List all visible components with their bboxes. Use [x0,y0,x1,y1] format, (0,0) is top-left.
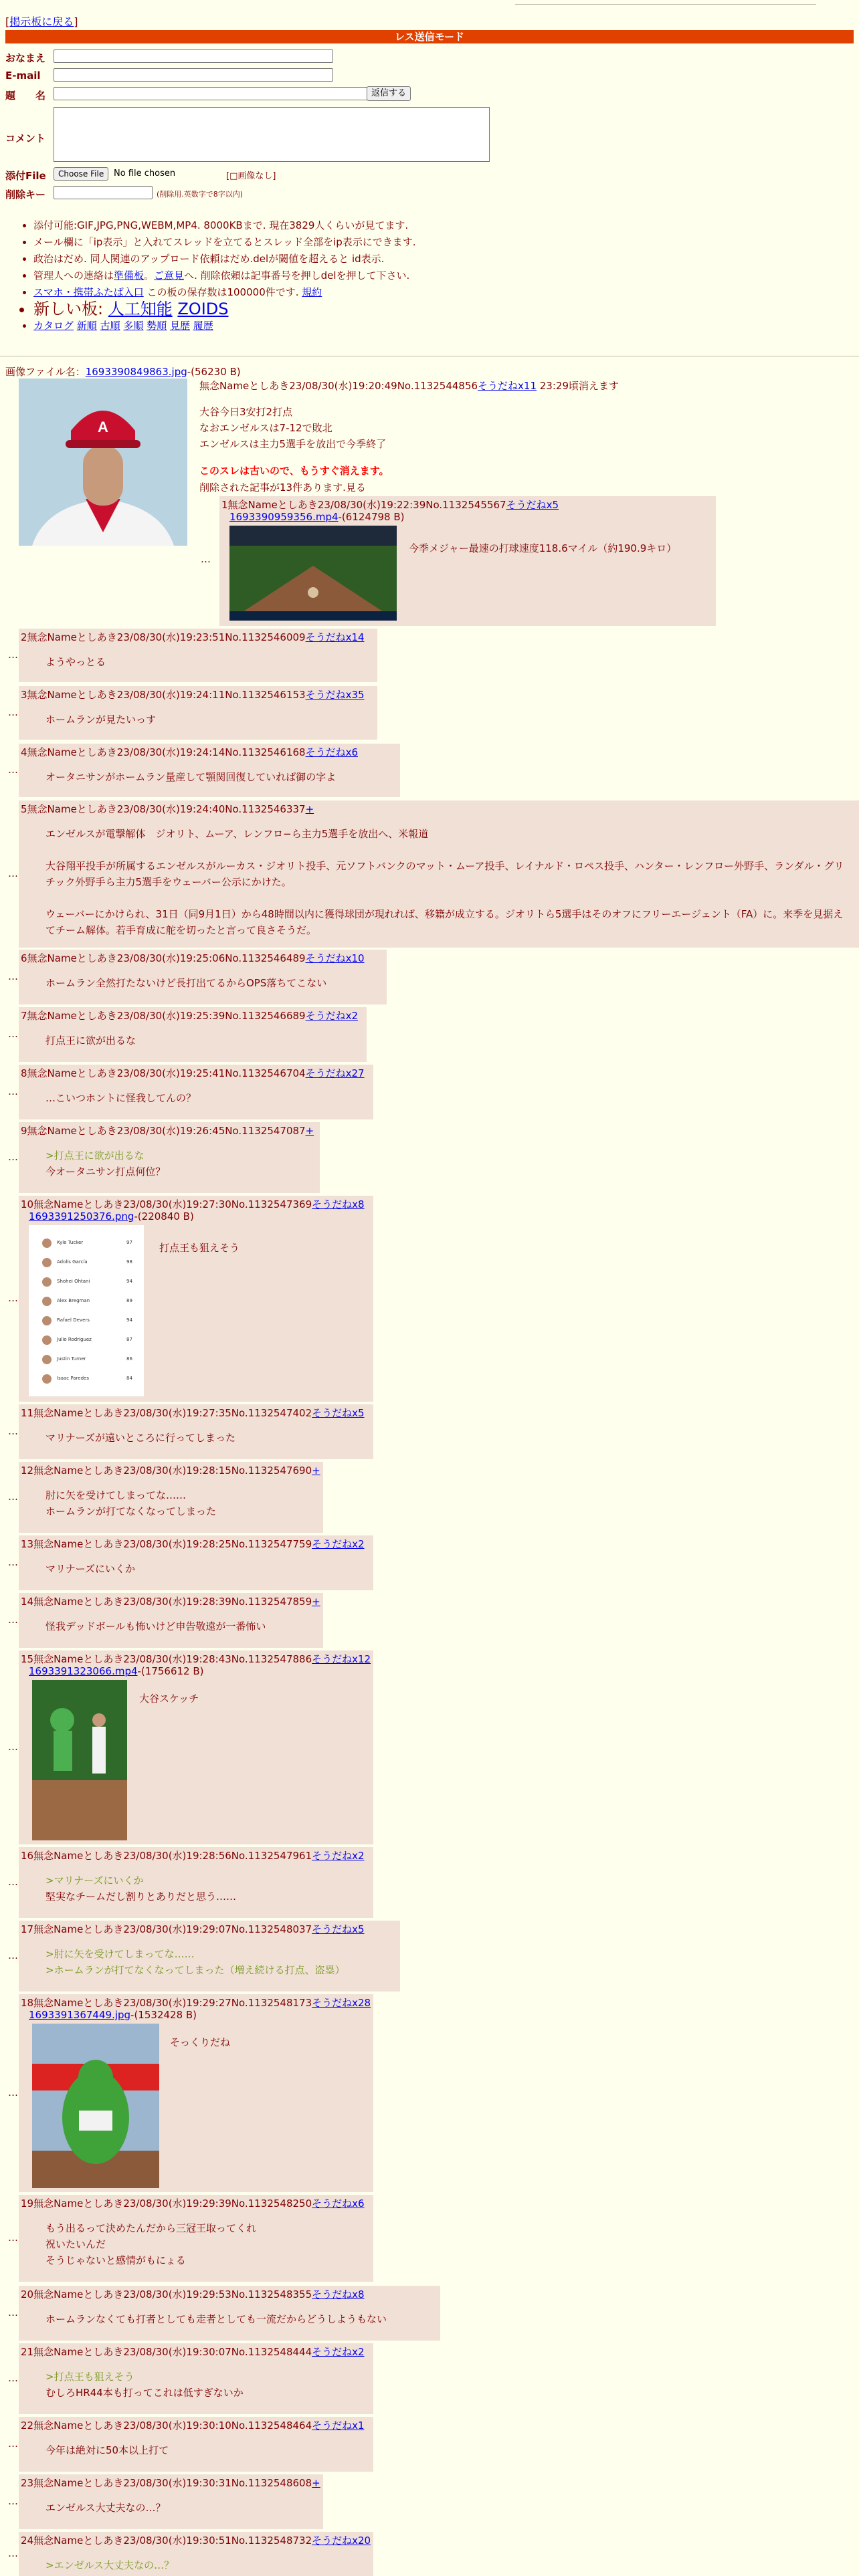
reply-meta: 10無念Nameとしあき23/08/30(水)19:27:30No.1132547369 [21,1198,312,1210]
rbi-row [33,1334,140,1348]
reply-dots: … [8,2232,18,2244]
op-file-meta [5,364,241,379]
rbi-ranking-thumb[interactable] [29,1225,144,1396]
reply-dots: … [8,1614,18,1626]
rbi-row [33,1276,140,1289]
reply-header [21,687,365,702]
rule-item [33,217,803,234]
reply-header [21,1652,371,1666]
no-image-checkbox[interactable]: [□画像なし] [226,171,276,181]
mobile-entry-link[interactable]: スマホ・携帯ふたば入口 [33,286,144,298]
reply-file-size: -(1756612 B) [137,1665,204,1677]
reply-body: ホームランが見たいっす [45,714,157,726]
sodane-button[interactable]: + [312,2477,320,2489]
ai-board-link[interactable]: 人工知能 [108,300,173,318]
view-history-link[interactable]: 見歴 [169,320,190,332]
reply-header [21,2345,365,2359]
new-board-item [33,301,803,318]
rule-text: 。 [144,270,155,282]
rule-text: 管理人への連絡は [33,270,114,282]
avatar [42,1277,52,1287]
comment-textarea[interactable] [54,107,490,162]
reply-file-link[interactable]: 1693391250376.png [29,1210,134,1222]
rbi-value: 94 [126,1317,132,1323]
avatar [42,1239,52,1248]
baseball-field-icon [229,526,397,621]
reply-file-meta [29,1210,194,1222]
reply-body: マリナーズが遠いところに行ってしまった [45,1432,235,1444]
reply-header [21,1594,320,1608]
rbi-value: 97 [126,1240,132,1245]
catalog-link[interactable]: カタログ [33,320,74,332]
rule-text: この板の保存数は100000件です. [143,286,302,298]
sodane-button[interactable]: そうだねx27 [305,1067,365,1079]
reply-dots: … [8,1292,18,1304]
reply-meta: 24無念Nameとしあき23/08/30(水)19:30:51No.1132548732 [21,2535,312,2547]
reply-dots: … [8,1491,18,1503]
sodane-button[interactable]: そうだねx28 [312,1997,371,2009]
comment-label: コメント [5,132,46,144]
rule-item [33,234,803,251]
reply-dots: … [8,2547,18,2559]
reply-header [21,630,365,644]
back-link-wrap: [掲示板に戻る] [5,15,78,28]
sodane-button[interactable]: そうだねx12 [312,1653,371,1665]
reply-dots: … [8,1876,18,1888]
reply-quote: >打点王も狙えそう [45,2371,134,2383]
reply-meta: 15無念Nameとしあき23/08/30(水)19:28:43No.1132547886 [21,1653,312,1665]
reply-post [19,1196,373,1402]
reply-post [19,2286,440,2341]
op-image[interactable] [19,379,187,546]
rbi-value: 84 [126,1376,132,1381]
reply-post [19,686,377,740]
terms-link[interactable]: 規約 [302,286,322,298]
reply-dots: … [8,1949,18,1961]
reply-dots: … [8,1425,18,1437]
rule-text: へ. 削除依頼は記事番号を押しdelを押して下さい. [184,270,410,282]
reply-post [19,1065,373,1119]
avatar [42,1374,52,1384]
reply-meta: 17無念Nameとしあき23/08/30(水)19:29:07No.1132548037 [21,1923,312,1935]
reply-dots: … [8,649,18,661]
reply-post [19,950,387,1004]
reply-body: 今季メジャー最速の打球速度118.6マイル（約190.9キロ） [409,542,677,554]
mascot-sketch-icon [32,1680,127,1840]
reply-meta: 7無念Nameとしあき23/08/30(水)19:25:39No.1132546689 [21,1010,306,1022]
reply-file-size: -(6124798 B) [338,511,405,523]
reply-meta: 1無念Nameとしあき23/08/30(水)19:22:39No.1132545567 [221,499,506,511]
reply-post [19,800,859,948]
sodane-button[interactable]: そうだねx2 [312,1850,365,1862]
sodane-button[interactable]: そうだねx2 [312,1538,365,1550]
rbi-player-name: Isaac Paredes [57,1376,89,1381]
reply-header [21,1197,365,1211]
reply-meta: 3無念Nameとしあき23/08/30(水)19:24:11No.1132546153 [21,689,306,701]
expire-warning: このスレは古いので、もうすぐ消えます。 [199,465,389,477]
reply-post [19,1593,323,1648]
sodane-button[interactable]: そうだねx2 [312,2346,365,2358]
reply-body: 今年は絶対に50本以上打て [45,2444,169,2456]
rbi-row [33,1315,140,1328]
reply-dots: … [8,2438,18,2450]
reply-header [21,2476,320,2490]
reply-meta: 5無念Nameとしあき23/08/30(水)19:24:40No.1132546337 [21,803,306,815]
history-link[interactable]: 履歴 [193,320,213,332]
rbi-value: 87 [126,1337,132,1342]
reply-post [19,2417,373,2472]
reply-meta: 16無念Nameとしあき23/08/30(水)19:28:56No.1132547961 [21,1850,312,1862]
reply-post [19,744,400,797]
reply-meta: 19無念Nameとしあき23/08/30(水)19:29:39No.1132548250 [21,2197,312,2210]
reply-body: 大谷スケッチ [139,1693,199,1705]
sodane-button[interactable]: そうだねx6 [305,746,358,758]
avatar [42,1355,52,1364]
rbi-row [33,1295,140,1309]
rbi-row [33,1237,140,1251]
avatar [42,1316,52,1325]
file-label: 添付File [5,170,46,182]
feedback-link[interactable]: ご意見 [154,270,185,282]
reply-meta: 13無念Nameとしあき23/08/30(水)19:28:25No.1132547759 [21,1538,312,1550]
reply-quote: >マリナーズにいくか [45,1874,144,1887]
sodane-button[interactable]: + [312,1596,320,1608]
rbi-player-name: Justin Turner [57,1356,86,1362]
reply-body: オータニサンがホームラン量産して顎関回復していれば御の字よ [45,771,337,783]
reply-header [21,1463,320,1477]
reply-post [19,2195,373,2282]
board-rules [33,217,803,334]
catalog-links [33,318,803,334]
rbi-player-name: Shohei Ohtani [57,1279,90,1284]
reply-body: マリナーズにいくか [45,1563,135,1575]
reply-meta: 23無念Nameとしあき23/08/30(水)19:30:31No.1132548608 [21,2477,312,2489]
rule-item [33,267,803,284]
reply-dots: … [8,867,18,879]
reply-meta: 12無念Nameとしあき23/08/30(水)19:28:15No.1132547690 [21,1465,312,1477]
momentum-link[interactable]: 勢順 [147,320,167,332]
reply-dots: … [8,970,18,982]
op-line: 大谷今日3安打2打点 [199,406,293,418]
player-photo-icon [19,379,187,546]
reply-file-link[interactable]: 1693390959356.mp4 [229,511,339,523]
reply-dots: … [8,2372,18,2384]
op-body [199,404,386,452]
reply-body: そっくりだね [170,2036,231,2048]
reply-post [19,1007,367,1062]
sodane-button[interactable]: そうだねx5 [506,499,559,511]
reply-body: 打点王に欲が出るな [45,1035,136,1047]
choose-file-button[interactable]: Choose File [54,167,108,181]
reply-dots: … [8,706,18,718]
reply-quote: >打点王に欲が出るな [45,1150,145,1162]
reply-post [19,1535,373,1590]
zoids-board-link[interactable]: ZOIDS [177,300,229,318]
email-label: E-mail [5,70,41,82]
reply-file-link[interactable]: 1693391323066.mp4 [29,1665,138,1677]
avatar [42,1258,52,1267]
reply-meta: 11無念Nameとしあき23/08/30(水)19:27:35No.1132547402 [21,1407,312,1419]
op-line: エンゼルスは主力5選手を放出で今季終了 [199,438,387,450]
reply-body: ホームランなくても打者としても走者としても一流だからどうしようもない [45,2313,387,2325]
reply-header [21,951,365,965]
reply-meta: 20無念Nameとしあき23/08/30(水)19:29:53No.1132548355 [21,2288,312,2300]
avatar [42,1335,52,1345]
reply-header [21,2196,365,2210]
reply-post [19,2474,323,2529]
op-sodane-button[interactable]: そうだねx11 [478,380,537,392]
reply-post [19,1462,323,1533]
op-line: なおエンゼルスは7-12で敗北 [199,422,332,434]
reply-body: ようやっとる [45,656,106,668]
delkey-label: 削除キー [5,189,46,201]
reply-dots: … [8,1085,18,1097]
reply-body: もう出るって決めたんだから三冠王取ってくれ 祝いたいんだ そうじゃないと感情がもにょる [45,2222,257,2266]
reply-header [21,1008,358,1023]
rbi-value: 94 [126,1279,132,1284]
reply-image-thumb[interactable] [32,2024,159,2188]
name-input[interactable] [54,49,333,63]
reply-file-link[interactable]: 1693391367449.jpg [29,2009,131,2021]
reply-header [21,745,358,759]
sodane-button[interactable]: そうだねx35 [305,689,365,701]
reply-dots: … [8,2306,18,2319]
reply-header [21,2418,365,2432]
reply-post [19,1122,320,1193]
sodane-button[interactable]: そうだねx14 [305,631,365,643]
sodane-button[interactable]: そうだねx8 [312,2288,365,2300]
reply-dots: … [201,553,211,565]
reply-post [19,2343,373,2414]
deleted-notice[interactable]: 削除された記事が13件あります.見る [199,481,366,494]
subject-input[interactable] [54,87,368,100]
op-header-text: 無念Nameとしあき23/08/30(水)19:20:49No.1132544856 [199,380,478,392]
reply-dots: … [8,1556,18,1568]
reply-meta: 18無念Nameとしあき23/08/30(水)19:29:27No.1132548173 [21,1997,312,2009]
reply-file-size: -(220840 B) [134,1210,194,1222]
rbi-player-name: Adolis García [57,1259,88,1265]
reply-meta: 4無念Nameとしあき23/08/30(水)19:24:14No.1132546168 [21,746,306,758]
reply-body: 肘に矢を受けてしまってな…… ホームランが打てなくなってしまった [45,1489,217,1517]
rbi-value: 89 [126,1298,132,1303]
reply-dots: … [8,2086,18,2099]
rbi-value: 86 [126,1356,132,1362]
reply-dots: … [8,2495,18,2507]
avatar [42,1297,52,1306]
delkey-note: (削除用.英数字で8字以内) [157,190,244,199]
reply-post [219,496,716,626]
reply-file-size: -(1532428 B) [130,2009,197,2021]
reply-body: ホームラン全然打たないけど長打出てるからOPS落ちてこない [45,977,327,989]
reply-header [21,1996,371,2010]
op-file-prefix: 画像ファイル名： [5,366,86,378]
sodane-button[interactable]: そうだねx1 [312,2420,365,2432]
reply-header [21,1406,365,1420]
reply-meta: 6無念Nameとしあき23/08/30(水)19:25:06No.1132546489 [21,952,306,964]
reply-post [19,1921,400,1992]
sodane-button[interactable]: そうだねx6 [312,2197,365,2210]
rbi-player-name: Julio Rodríguez [57,1337,92,1342]
rbi-player-name: Rafael Devers [57,1317,90,1323]
reply-quote: >肘に矢を受けてしまってな…… >ホームランが打てなくなってしまった（増え続ける打点、盗塁） [45,1948,345,1976]
reply-header [21,2287,365,2301]
reply-body: むしろHR44本も打ってこれは低すぎないか [45,2387,244,2399]
reply-dots: … [8,764,18,776]
green-mascot-icon [32,2024,159,2188]
rule-text: メール欄に「ip表示」と入れてスレッドを立てるとスレッド全部をip表示にできます. [33,236,416,248]
rbi-row [33,1257,140,1270]
sodane-button[interactable]: そうだねx8 [312,1198,365,1210]
reply-file-meta [29,2009,197,2021]
reply-header [21,802,314,816]
reply-post [19,1650,373,1844]
sodane-button[interactable]: そうだねx5 [312,1923,365,1935]
email-input[interactable] [54,68,333,82]
rule-item [33,251,803,267]
sodane-button[interactable]: そうだねx5 [312,1407,365,1419]
rule-item [33,284,803,301]
newest-link[interactable]: 新順 [76,320,97,332]
rule-text: 政治はだめ. 同人関連のアップロード依頼はだめ.delが閾値を超えると id表示. [33,253,385,265]
reply-post [19,629,377,682]
sodane-button[interactable]: そうだねx2 [305,1010,358,1022]
reply-quote: >エンゼルス大丈夫なの…？ [45,2559,175,2571]
reply-header [21,2533,371,2547]
new-board-label: 新しい板: [33,300,108,318]
op-expire: 23:29頃消えます [537,380,619,392]
sodane-button[interactable]: そうだねx20 [312,2535,371,2547]
reply-body: 怪我デッドボールも怖いけど申告敬遠が一番怖い [45,1620,266,1632]
submit-button[interactable]: 返信する [367,86,411,101]
op-header [199,379,619,393]
reply-mode-bar: レス送信モード [5,30,854,43]
reply-dots: … [8,1741,18,1753]
reply-post [19,1404,373,1459]
reply-header [21,1066,365,1080]
rbi-player-name: Alex Bregman [57,1298,90,1303]
prep-board-link[interactable]: 準備板 [114,270,145,282]
no-file-text: No file chosen [114,169,176,179]
reply-meta: 21無念Nameとしあき23/08/30(水)19:30:07No.1132548444 [21,2346,312,2358]
reply-meta: 9無念Nameとしあき23/08/30(水)19:26:45No.1132547087 [21,1125,306,1137]
sodane-button[interactable]: + [312,1465,320,1477]
reply-video-thumb[interactable] [229,526,397,621]
rbi-row [33,1373,140,1386]
reply-header [21,1922,365,1936]
reply-post [19,1994,373,2192]
reply-file-meta [229,511,405,523]
reply-dots: … [8,1151,18,1163]
reply-body: 打点王も狙えそう [159,1242,240,1254]
reply-body: 堅実なチームだし割りとありだと思う…… [45,1891,237,1903]
svg-text:A: A [98,419,108,435]
most-link[interactable]: 多順 [123,320,144,332]
sodane-button[interactable]: + [305,1125,314,1137]
op-file-link[interactable]: 1693390849863.jpg [85,366,187,378]
reply-post [19,1847,373,1918]
reply-meta: 2無念Nameとしあき23/08/30(水)19:23:51No.1132546009 [21,631,306,643]
reply-meta: 8無念Nameとしあき23/08/30(水)19:25:41No.1132546704 [21,1067,306,1079]
rbi-value: 98 [126,1259,132,1265]
reply-header [21,1537,365,1551]
sodane-button[interactable]: そうだねx10 [305,952,365,964]
rbi-player-name: Kyle Tucker [57,1240,84,1245]
reply-header [21,1123,314,1138]
subject-label: 題 名 [5,90,46,102]
name-label: おなまえ [5,52,46,64]
rule-text: 添付可能:GIF,JPG,PNG,WEBM,MP4. 8000KBまで. 現在3829人くらいが見てます. [33,219,409,231]
reply-body: …こいつホントに怪我してんの？ [45,1092,197,1104]
top-divider [515,4,816,5]
reply-body: 今オータニサン打点何位？ [45,1166,166,1178]
delkey-input[interactable] [54,186,153,199]
rbi-row [33,1354,140,1367]
sodane-button[interactable]: + [305,803,314,815]
oldest-link[interactable]: 古順 [100,320,120,332]
back-to-board-link[interactable]: 掲示板に戻る [9,15,74,28]
reply-body: エンゼルスが電撃解体 ジオリト、ムーア、レンフロ−ら主力5選手を放出へ、米報道 大谷翔平投手が所属するエンゼルスがルーカス・ジオリト投手、元ソフトバンクのマット・ムーア投手、レイナルド・ロペス投手、ハンター・レンフロー外野手、ランダル・グリチック外野手ら主力5選手をウェーバー公示にかけた。 ウェーバーにかけられ、31日（同9月1日）から48時間以内に獲得球団が現れれば、移籍が成立する。ジオリトら5選手はそのオフにフリーエージェント（FA）に。来季を見据えてチーム解体。若手育成に舵を切ったと言って良さそうだ。 [45,828,844,936]
reply-header [21,1848,365,1862]
reply-meta: 22無念Nameとしあき23/08/30(水)19:30:10No.1132548464 [21,2420,312,2432]
reply-meta: 14無念Nameとしあき23/08/30(水)19:28:39No.1132547859 [21,1596,312,1608]
reply-post [19,2532,373,2576]
reply-file-meta [29,1665,204,1677]
op-file-size: -(56230 B) [187,366,241,378]
reply-header [221,498,559,512]
reply-dots: … [8,1028,18,1040]
reply-body: エンゼルス大丈夫なの…？ [45,2502,166,2514]
reply-video-thumb[interactable] [32,1680,127,1840]
